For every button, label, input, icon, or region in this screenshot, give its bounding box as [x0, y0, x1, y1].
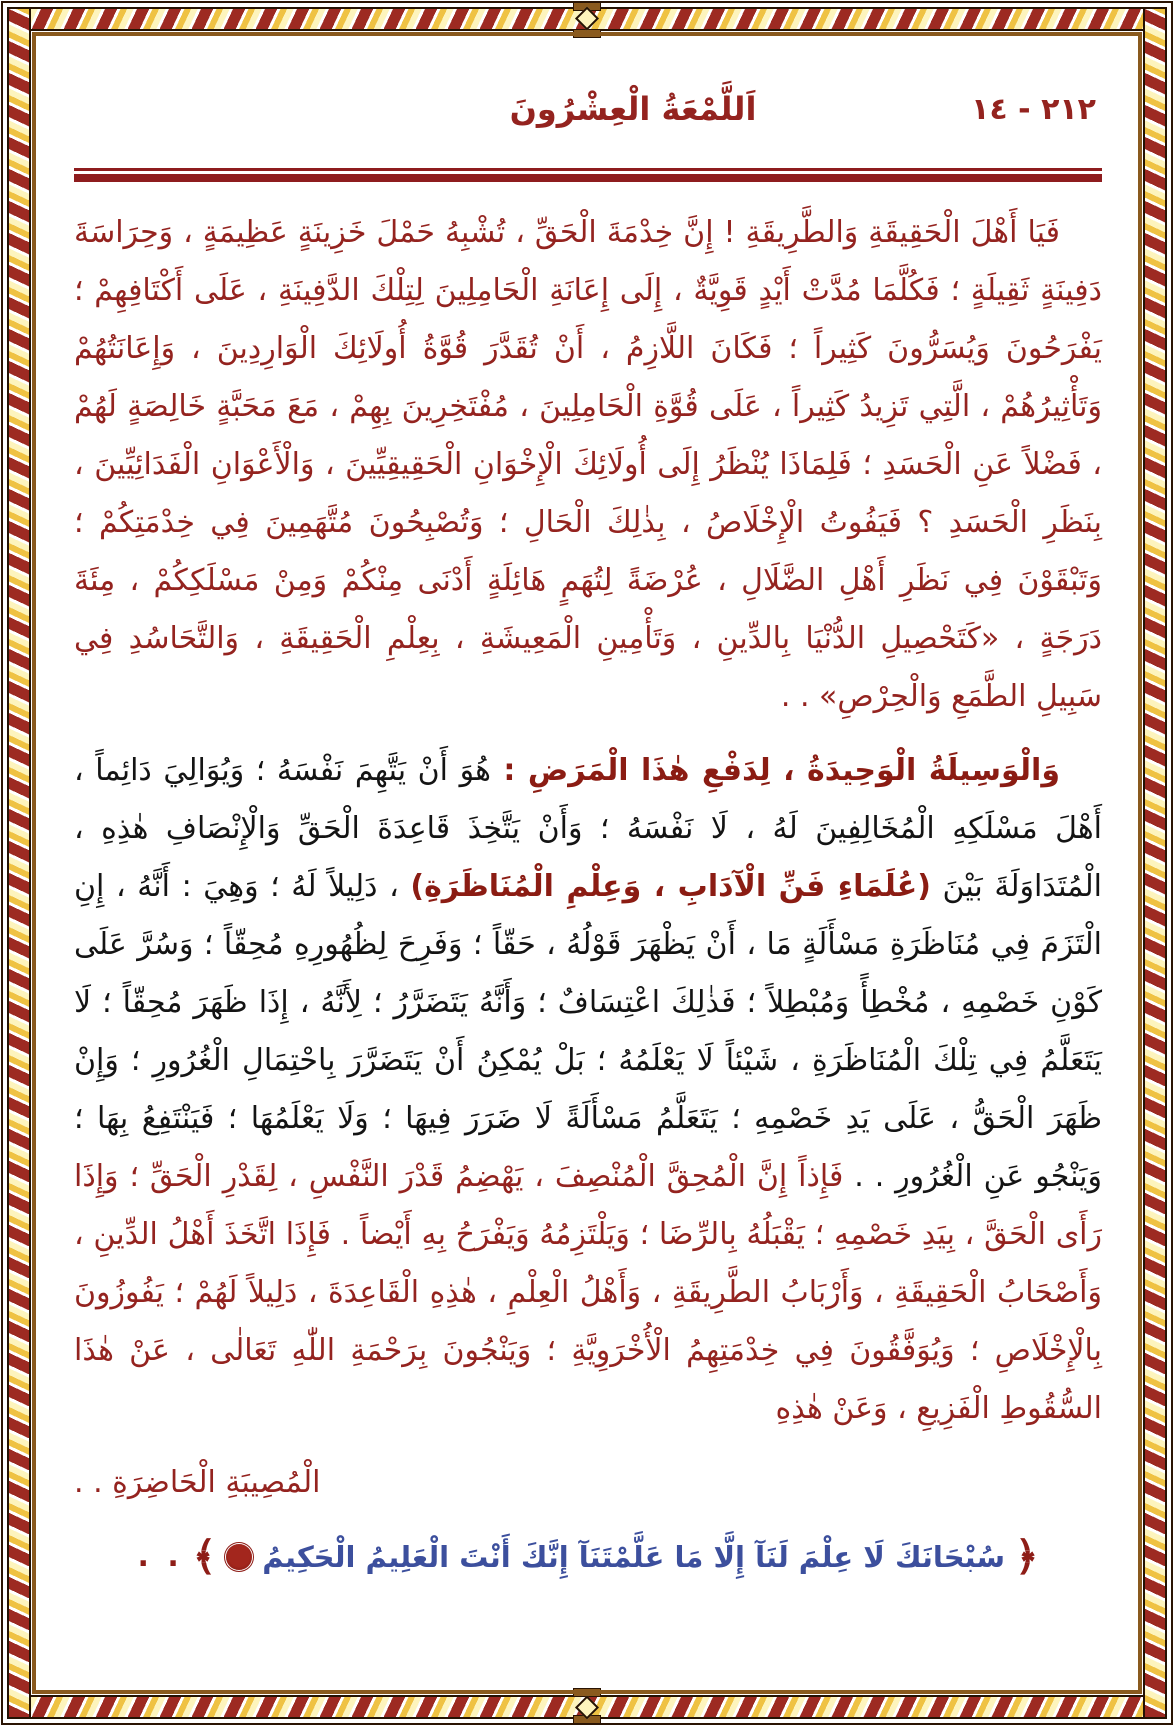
page-header — [74, 78, 1102, 142]
paragraph-1: فَيَا أَهْلَ الْحَقِيقَةِ وَالطَّرِيقَةِ ! إِنَّ خِدْمَةَ الْحَقِّ ، تُشْبِهُ حَمْلَ خَزِينَةٍ عَظِيمَةٍ ، وَحِرَاسَةَ دَفِينَةٍ ثَقِيلَةٍ ؛ فَكُلَّمَا مُدَّتْ أَيْدٍ قَوِيَّةٌ ، إِلَى إِعَانَةِ الْحَامِلِينَ لِتِلْكَ الدَّفِينَةِ ، عَلَى أَكْتَافِهِمْ ؛ يَفْرَحُونَ وَيُسَرُّونَ كَثِيراً ؛ فَكَانَ اللَّازِمُ ، أَنْ تُقَدَّرَ قُوَّةُ أُولَائِكَ الْوَارِدِينَ ، وَإِعَانَتُهُمْ وَتَأْثِيرُهُمْ ، الَّتِي تَزِيدُ كَثِيراً ، عَلَى قُوَّةِ الْحَامِلِينَ ، مُفْتَخِرِينَ بِهِمْ ، مَعَ مَحَبَّةٍ خَالِصَةٍ لَهُمْ ، فَضْلاً عَنِ الْحَسَدِ ؛ فَلِمَاذَا يُنْظَرُ إِلَى أُولَائِكَ الْإِخْوَانِ الْحَقِيقِيِّينَ ، وَالْأَعْوَانِ الْفَدَائِيِّينَ ، بِنَظَرِ الْحَسَدِ ؟ فَيَفُوتُ الْإِخْلَاصُ ، بِذٰلِكَ الْحَالِ ؛ وَتُصْبِحُونَ مُتَّهَمِينَ فِي خِدْمَتِكُمْ ؛ وَتَبْقَوْنَ فِي نَظَرِ أَهْلِ الضَّلَالِ ، عُرْضَةً لِتُهَمٍ هَائِلَةٍ أَدْنَى مِنْكُمْ وَمِنْ مَسْلَكِكُمْ ، مِئَةَ دَرَجَةٍ ، «كَتَحْصِيلِ الدُّنْيَا بِالدِّينِ ، وَتَأْمِينِ الْمَعِيشَةِ ، بِعِلْمِ الْحَقِيقَةِ ، وَالتَّحَاسُدِ فِي سَبِيلِ الطَّمَعِ وَالْحِرْصِ» . . — [74, 215, 1102, 714]
paragraph-2-red-parenthetical: (عُلَمَاءِ فَنِّ الْآدَابِ ، وَعِلْمِ الْمُنَاظَرَةِ) — [410, 869, 931, 904]
page-title: اَللَّمْعَةُ الْعِشْرُونَ — [509, 90, 757, 128]
paragraph-2-red-segment: فَإِذاً إِنَّ الْمُحِقَّ الْمُنْصِفَ ، يَهْضِمُ قَدْرَ النَّفْسِ ، لِقَدْرِ الْحَقِّ ؛ وَإِذَا رَأَى الْحَقَّ ، بِيَدِ خَصْمِهِ ؛ يَقْبَلُهُ بِالرِّضَا ؛ وَيَلْتَزِمُهُ وَيَفْرَحُ بِهِ أَيْضاً . فَإِذَا اتَّخَذَ أَهْلُ الدِّينِ ، وَأَصْحَابُ الْحَقِيقَةِ ، وَأَرْبَابُ الطَّرِيقَةِ ، وَأَهْلُ الْعِلْمِ ، هٰذِهِ الْقَاعِدَةَ ، دَلِيلاً لَهُمْ ؛ يَفُوزُونَ بِالْإِخْلَاصِ ؛ وَيُوَفَّقُونَ فِي خِدْمَتِهِمُ الْأُخْرَوِيَّةِ ؛ وَيَنْجُونَ بِرَحْمَةِ اللّٰهِ تَعَالٰى ، عَنْ هٰذَا السُّقُوطِ الْفَزِيعِ ، وَعَنْ هٰذِهِ — [74, 1159, 1102, 1426]
ornate-open-bracket-icon: ﴿ — [1015, 1534, 1039, 1580]
paragraph-2 — [74, 742, 1102, 1438]
divider-rule — [74, 168, 1102, 182]
page-number: ٢١٢ - ١٤ — [971, 92, 1096, 127]
page-content — [74, 78, 1102, 1686]
rosette-icon — [226, 1544, 252, 1570]
border-chain-right — [1143, 7, 1167, 1719]
border-chain-left — [7, 7, 31, 1719]
divider-rule-thick — [74, 174, 1102, 182]
body-text — [74, 204, 1102, 1586]
verse-trailing-dots: . . — [137, 1539, 183, 1574]
lead-phrase: وَالْوَسِيلَةُ الْوَحِيدَةُ ، لِدَفْعِ هٰذَا الْمَرَضِ : — [490, 753, 1060, 788]
quran-verse-line — [74, 1528, 1102, 1586]
paragraph-2-last-line: الْمُصِيبَةِ الْحَاضِرَةِ . . — [74, 1465, 321, 1500]
paragraph-2-black-segment: ، دَلِيلاً لَهُ ؛ وَهِيَ : أَنَّهُ ، إِنِ الْتَزَمَ فِي مُنَاظَرَةِ مَسْأَلَةٍ مَا ، أَنْ يَظْهَرَ قَوْلُهُ ، حَقّاً ؛ وَفَرِحَ لِظُهُورِهِ مُحِقّاً ؛ وَسُرَّ عَلَى كَوْنِ خَصْمِهِ ، مُخْطِأً وَمُبْطِلاً ؛ فَذٰلِكَ اعْتِسَافٌ ؛ وَأَنَّهُ يَتَضَرَّرُ ؛ لِأَنَّهُ ، إِذَا ظَهَرَ مُحِقّاً ؛ لَا يَتَعَلَّمُ فِي تِلْكَ الْمُنَاظَرَةِ ، شَيْئاً لَا يَعْلَمُهُ ؛ بَلْ يُمْكِنُ أَنْ يَتَضَرَّرَ بِاحْتِمَالِ الْغُرُورِ ؛ وَإِنْ ظَهَرَ الْحَقُّ ، عَلَى يَدِ خَصْمِهِ ؛ يَتَعَلَّمُ مَسْأَلَةً لَا ضَرَرَ فِيهَا ؛ وَلَا يَعْلَمُهَا ؛ فَيَنْتَفِعُ بِهَا ؛ وَيَنْجُو عَنِ الْغُرُورِ . . — [74, 869, 1102, 1194]
quran-verse-text: سُبْحَانَكَ لَا عِلْمَ لَنَآ إِلَّا مَا عَلَّمْتَنَآ إِنَّكَ أَنْتَ الْعَلِيمُ الْحَكِيمُ — [262, 1539, 1006, 1574]
paragraph-2-black-segment: هُوَ أَنْ يَتَّهِمَ نَفْسَهُ ؛ وَيُوَالِيَ دَائِماً ، أَهْلَ مَسْلَكِهِ الْمُخَالِفِينَ لَهُ ، لَا نَفْسَهُ ؛ وَأَنْ يَتَّخِذَ قَاعِدَةَ الْحَقِّ وَالْإِنْصَافِ هٰذِهِ ، الْمُتَدَاوَلَةَ بَيْنَ — [74, 753, 1102, 904]
ornate-close-bracket-icon: ﴾ — [192, 1534, 217, 1580]
